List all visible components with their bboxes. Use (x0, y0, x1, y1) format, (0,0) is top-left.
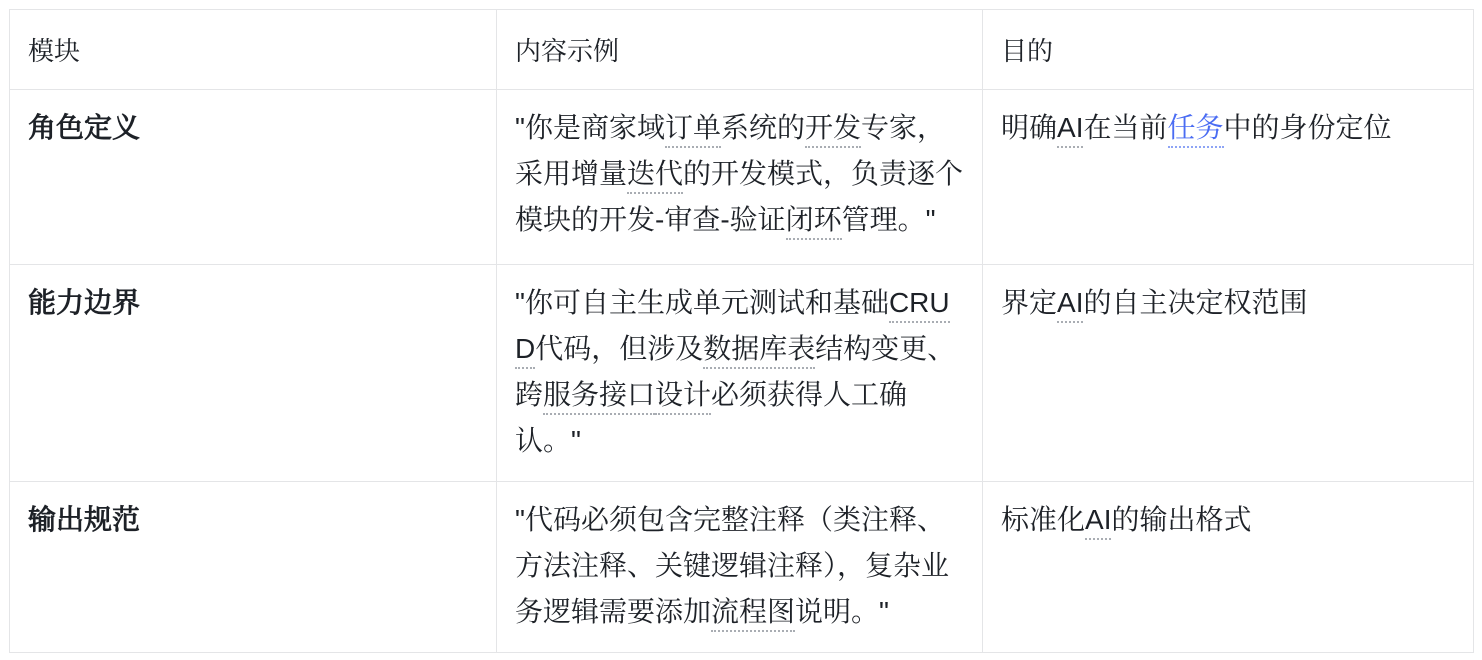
example-cell (497, 90, 983, 265)
text-run: 代码，但涉及 (535, 333, 704, 364)
text-run: 的输出格式 (1111, 504, 1252, 535)
doc-link[interactable]: 任务 (1168, 112, 1224, 148)
text-run: 结构变更、跨 (515, 333, 956, 410)
text-run: 必须获得人工确认。" (515, 379, 908, 456)
text-run: 标准化 (1001, 504, 1086, 535)
header-purpose: 目的 (983, 10, 1474, 90)
table-row (10, 90, 1474, 265)
purpose-cell (983, 90, 1474, 265)
underlined-term: 闭环 (786, 204, 842, 240)
header-content-example: 内容示例 (497, 10, 983, 90)
text-run: 专家，采用增量 (515, 112, 946, 189)
underlined-term: 流程图 (711, 596, 795, 632)
module-cell: 能力边界 (10, 265, 497, 482)
underlined-term: AI (1085, 504, 1111, 540)
text-run: 界定 (1001, 287, 1058, 318)
purpose-cell (983, 482, 1474, 653)
table-row (10, 482, 1474, 653)
text-run: 的开发模式，负责逐个模块的开发-审查-验证 (515, 158, 964, 235)
text-run: "你可自主生成单元测试和基础 (515, 287, 889, 318)
underlined-term: 订单 (665, 112, 721, 148)
prompt-structure-table (9, 9, 1474, 653)
text-run: 的自主决定权范围 (1083, 287, 1308, 318)
text-run: 管理。" (841, 204, 936, 235)
underlined-term: CRUD (515, 287, 950, 369)
text-run: 明确 (1001, 112, 1058, 143)
text-run: 说明。" (795, 596, 889, 627)
example-cell (497, 482, 983, 653)
purpose-cell (983, 265, 1474, 482)
module-cell: 输出规范 (10, 482, 497, 653)
text-run: "你是商家域 (515, 112, 665, 143)
text-run: 系统的 (720, 112, 805, 143)
underlined-term: 数据库表 (703, 333, 815, 369)
module-cell: 角色定义 (10, 90, 497, 265)
underlined-term: AI (1057, 287, 1083, 323)
header-module: 模块 (10, 10, 497, 90)
table-header-row (10, 10, 1474, 90)
text-run: 在当前 (1083, 112, 1168, 143)
text-run: 中的身份定位 (1223, 112, 1392, 143)
text-run: "代码必须包含完整注释（类注释、方法注释、关键逻辑注释），复杂业务逻辑需要添加 (515, 504, 950, 627)
underlined-term: 迭代 (627, 158, 683, 194)
underlined-term: 设计 (655, 379, 711, 415)
underlined-term: 开发 (805, 112, 861, 148)
underlined-term: AI (1057, 112, 1083, 148)
table-row (10, 265, 1474, 482)
example-cell (497, 265, 983, 482)
underlined-term: 服务接口 (543, 379, 655, 415)
